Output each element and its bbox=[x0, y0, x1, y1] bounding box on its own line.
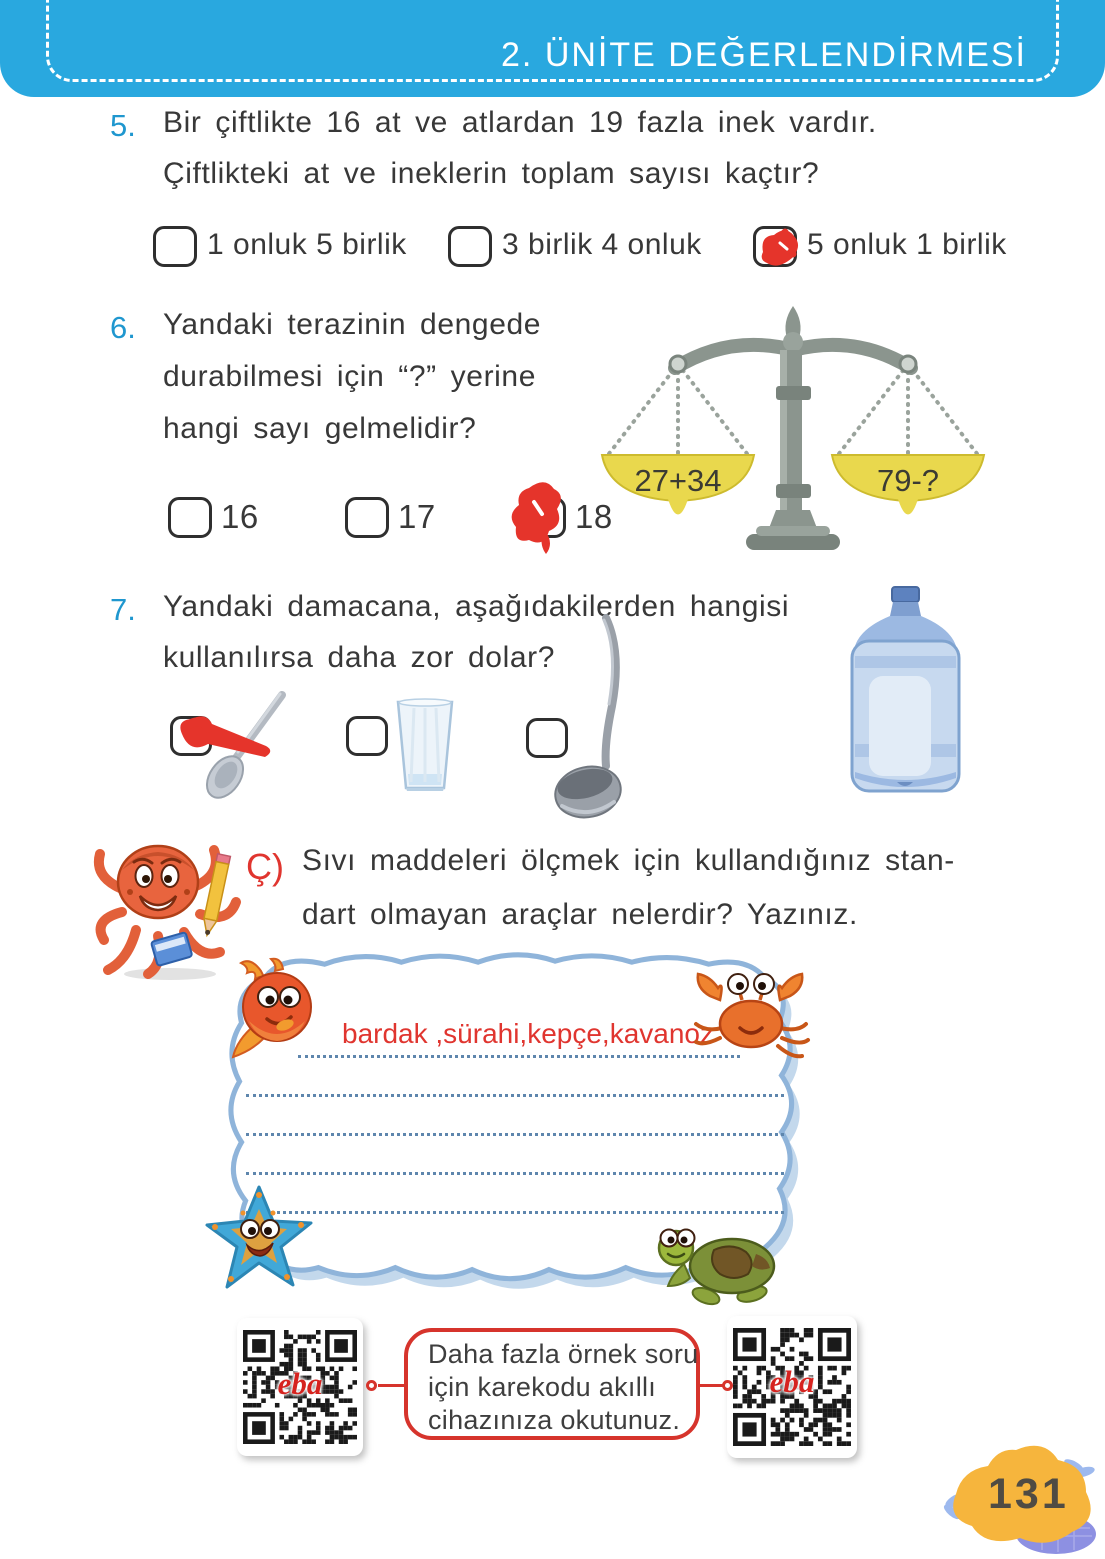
question-7-text-line2: kullanılırsa daha zor dolar? bbox=[163, 641, 556, 674]
question-5-text-line2: Çiftlikteki at ve ineklerin toplam sayısı kaçtır? bbox=[163, 157, 820, 190]
question-7-text-line1: Yandaki damacana, aşağıdakilerden hangisi bbox=[163, 590, 790, 623]
spoon-icon bbox=[196, 688, 291, 808]
unit-header-banner bbox=[0, 0, 1105, 97]
answer-line-4[interactable] bbox=[246, 1172, 784, 1175]
balance-scale-image bbox=[580, 298, 1020, 558]
question-6-number: 6. bbox=[110, 310, 136, 345]
qr-note-line3: cihazınıza okutunuz. bbox=[428, 1405, 681, 1435]
qr-note-line1: Daha fazla örnek soru bbox=[428, 1339, 699, 1369]
left-pan-value: 27+34 bbox=[634, 463, 722, 498]
qr-code-right bbox=[727, 1316, 857, 1458]
q7-option-2-checkbox[interactable] bbox=[346, 716, 388, 756]
question-c-text-line1: Sıvı maddeleri ölçmek için kullandığınız stan- bbox=[302, 844, 955, 877]
answer-line-3[interactable] bbox=[246, 1133, 784, 1136]
eba-logo-left: eba bbox=[277, 1366, 323, 1401]
q6-option-2-checkbox[interactable] bbox=[345, 497, 389, 538]
answer-line-1[interactable] bbox=[298, 1055, 740, 1058]
right-pan-value: 79-? bbox=[876, 463, 940, 498]
q5-option-2-label: 3 birlik 4 onluk bbox=[502, 228, 702, 261]
question-7-number: 7. bbox=[110, 592, 136, 627]
qr-code-left bbox=[237, 1318, 363, 1456]
written-answer: bardak ,sürahi,kepçe,kavanoz bbox=[342, 1018, 714, 1049]
q6-option-1-label: 16 bbox=[221, 498, 259, 535]
eba-logo-right: eba bbox=[769, 1364, 815, 1399]
water-jug-image bbox=[843, 586, 969, 798]
q5-option-2-checkbox[interactable] bbox=[448, 226, 492, 267]
q6-option-2-label: 17 bbox=[398, 498, 436, 535]
q6-option-3-label: 18 bbox=[575, 498, 613, 535]
starfish-icon bbox=[203, 1183, 315, 1301]
connector-dot-right bbox=[722, 1380, 733, 1391]
question-5-text-line1: Bir çiftlikte 16 at ve atlardan 19 fazla inek vardır. bbox=[163, 106, 877, 139]
question-6-text-line1: Yandaki terazinin dengede bbox=[163, 308, 542, 341]
glass-icon bbox=[394, 698, 456, 794]
answer-line-5[interactable] bbox=[246, 1211, 784, 1214]
question-6-text-line3: hangi sayı gelmelidir? bbox=[163, 412, 477, 445]
connector-dot-left bbox=[366, 1380, 377, 1391]
crab-icon bbox=[690, 966, 812, 1070]
page-number: 131 bbox=[988, 1470, 1069, 1518]
fish-icon bbox=[225, 955, 320, 1065]
q6-option-1-checkbox[interactable] bbox=[168, 497, 212, 538]
question-6-text-line2: durabilmesi için “?” yerine bbox=[163, 360, 536, 393]
connector-line-left bbox=[378, 1384, 406, 1387]
turtle-icon bbox=[648, 1220, 788, 1308]
answer-line-2[interactable] bbox=[246, 1094, 784, 1097]
question-5-number: 5. bbox=[110, 108, 136, 143]
q6-option-3-checkbox[interactable] bbox=[522, 497, 566, 538]
q5-option-3-label: 5 onluk 1 birlik bbox=[807, 228, 1007, 261]
question-c-number: Ç) bbox=[246, 846, 284, 887]
q5-option-3-checkbox[interactable] bbox=[753, 226, 797, 267]
connector-line-right bbox=[698, 1384, 724, 1387]
page-title: 2. ÜNİTE DEĞERLENDİRMESİ bbox=[501, 36, 1027, 74]
q5-option-1-label: 1 onluk 5 birlik bbox=[207, 228, 407, 261]
qr-note-line2: için karekodu akıllı bbox=[428, 1372, 657, 1402]
question-c-text-line2: dart olmayan araçlar nelerdir? Yazınız. bbox=[302, 898, 858, 931]
ladle-icon bbox=[548, 614, 643, 826]
qr-instruction-callout bbox=[404, 1328, 700, 1440]
q5-option-1-checkbox[interactable] bbox=[153, 226, 197, 267]
